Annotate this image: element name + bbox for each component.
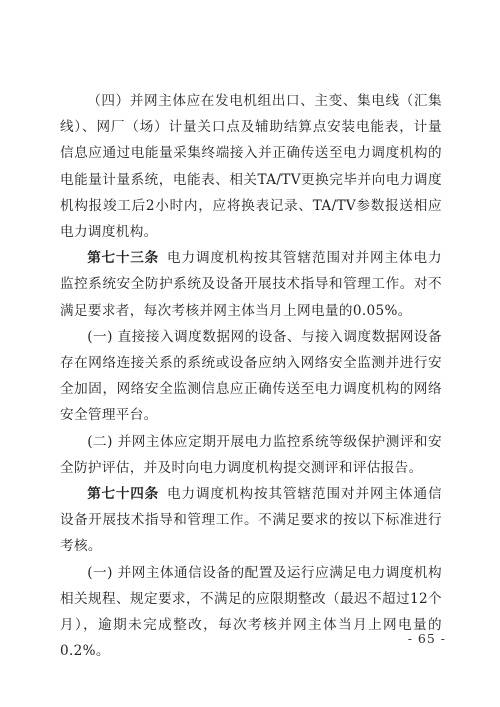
paragraph-text: 电力调度机构按其管辖范围对并网主体通信设备开展技术指导和管理工作。不满足要求的按以下标准进行考核。 — [60, 486, 442, 555]
paragraph-article-74 — [60, 481, 442, 560]
paragraph-article-73-item-1 — [60, 324, 442, 429]
page-number: - 65 - — [407, 631, 446, 646]
paragraph-text: （四）并网主体应在发电机组出口、主变、集电线（汇集线）、网厂（场）计量关口点及辅助结算点安装电能表，计量信息应通过电能量采集终端接入并正确传送至电力调度机构的电能量计量系统，电能表、相关TA/TV更换完毕并向电力调度机构报竣工后2小时内，应将换表记录、TA/TV参数报送相应电力调度机构。 — [60, 93, 442, 241]
article-74-label: 第七十四条 — [87, 486, 159, 503]
document-body — [60, 88, 442, 664]
paragraph-meter-installation — [60, 88, 442, 245]
paragraph-text: (一) 直接接入调度数据网的设备、与接入调度数据网设备存在网络连接关系的系统或设备应纳入网络安全监测并进行安全加固，网络安全监测信息应正确传送至电力调度机构的网络安全管理平台。 — [60, 328, 442, 424]
paragraph-article-73-item-2 — [60, 429, 442, 481]
paragraph-article-73 — [60, 245, 442, 324]
paragraph-text: (二) 并网主体应定期开展电力监控系统等级保护测评和安全防护评估，并及时向电力调度机构提交测评和评估报告。 — [60, 433, 442, 476]
paragraph-text: (一) 并网主体通信设备的配置及运行应满足电力调度机构相关规程、规定要求，不满足的应限期整改（最迟不超过12个月），逾期未完成整改，每次考核并网主体当月上网电量的0.2%。 — [60, 564, 442, 660]
paragraph-article-74-item-1 — [60, 560, 442, 665]
article-73-label: 第七十三条 — [87, 250, 159, 267]
paragraph-text: 电力调度机构按其管辖范围对并网主体电力监控系统安全防护系统及设备开展技术指导和管理工作。对不满足要求者，每次考核并网主体当月上网电量的0.05%。 — [60, 250, 442, 319]
